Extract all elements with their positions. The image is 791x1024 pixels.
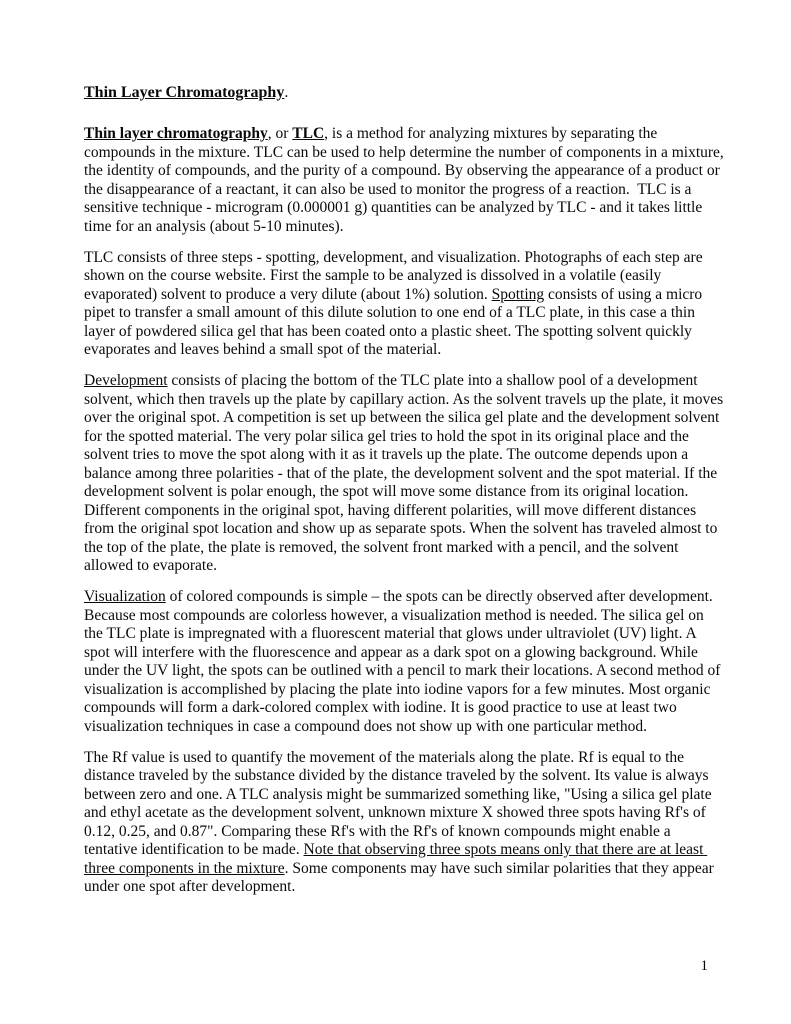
paragraph <box>84 125 728 236</box>
paragraph <box>84 372 728 576</box>
text-run: , is a method for analyzing mixtures by separating the compounds in the mixture. TLC can be used to help determine the number of components in a mixture, the identity of compounds, and the purity of a compound. By observing the appearance of a product or the disappearance of a reactant, it can also be used to monitor the progress of a reaction. TLC is a sensitive technique - microgram (0.000001 g) quantities can be analyzed by TLC - and it takes little time for an analysis (about 5-10 minutes). <box>84 125 728 235</box>
document-title <box>84 83 724 102</box>
page-number: 1 <box>700 958 708 974</box>
text-run: , or <box>267 125 293 142</box>
text-run: Thin layer chromatography <box>84 125 268 142</box>
text-run: Thin Layer Chromatography <box>84 84 285 101</box>
paragraph <box>84 588 724 736</box>
paragraph <box>84 749 724 897</box>
document-content <box>84 83 728 909</box>
text-run: TLC consists of three steps - spotting, development, and visualization. Photographs of each step are shown on the course website. First the sample to be analyzed is dissolved in a volatile (easily evaporated) solvent to produce a very dilute (about 1%) solution. <box>84 248 707 303</box>
text-run: The Rf value is used to quantify the movement of the materials along the plate. Rf is equal to the distance traveled by the substance divided by the distance traveled by the solvent. Its value is always between zero and one. A TLC analysis might be summarized something like, "Using a silica gel plate and ethyl acetate as the development solvent, unknown mixture X showed three spots having Rf's of 0.12, 0.25, and 0.87". Comparing these Rf's with the Rf's of known compounds might enable a tentative identification to be made. <box>84 748 716 858</box>
text-run: consists of placing the bottom of the TLC plate into a shallow pool of a development solvent, which then travels up the plate by capillary action. As the solvent travels up the plate, it moves over the original spot. A competition is set up between the silica gel plate and the development solvent for the spotted material. The very polar silica gel tries to hold the spot in its original place and the solvent tries to move the spot along with it as it travels up the plate. The outcome depends upon a balance among three polarities - that of the plate, the development solvent and the spot material. If the development solvent is polar enough, the spot will move some distance from its original location. Different components in the original spot, having different polarities, will move different distances from the original spot location and show up as separate spots. When the solvent has traveled almost to the top of the plate, the plate is removed, the solvent front marked with a pencil, and the solvent allowed to evaporate. <box>84 372 728 574</box>
text-run: consists of using a micro pipet to transfer a small amount of this dilute solution to one end of a TLC plate, in this case a thin layer of powdered silica gel that has been coated onto a plastic sheet. The spotting solvent quickly evaporates and leaves behind a small spot of the material. <box>84 285 707 358</box>
text-run: Visualization <box>84 588 166 605</box>
text-run: Spotting <box>491 285 545 303</box>
text-run: . Some components may have such similar polarities that they appear under one spot after development. <box>84 859 718 895</box>
text-run: Development <box>84 372 168 389</box>
page-footer <box>0 957 708 975</box>
text-run: . <box>284 84 289 101</box>
document-body <box>84 125 728 897</box>
text-run: of colored compounds is simple – the spots can be directly observed after development. Because most compounds are colorless however, a visualization method is needed. The silica gel on the TLC plate is impregnated with a fluorescent material that glows under ultraviolet (UV) light. A spot will interfere with the fluorescence and appear as a dark spot on a glowing background. While under the UV light, the spots can be outlined with a pencil to mark their locations. A second method of visualization is accomplished by placing the plate into iodine vapors for a few minutes. Most organic compounds will form a dark-colored complex with iodine. It is good practice to use at least two visualization techniques in case a compound does not show up with one particular method. <box>84 588 725 735</box>
paragraph <box>84 249 724 360</box>
text-run: Note that observing three spots means only that there are at least three components in the mixture <box>84 841 708 877</box>
text-run: TLC <box>292 125 325 142</box>
